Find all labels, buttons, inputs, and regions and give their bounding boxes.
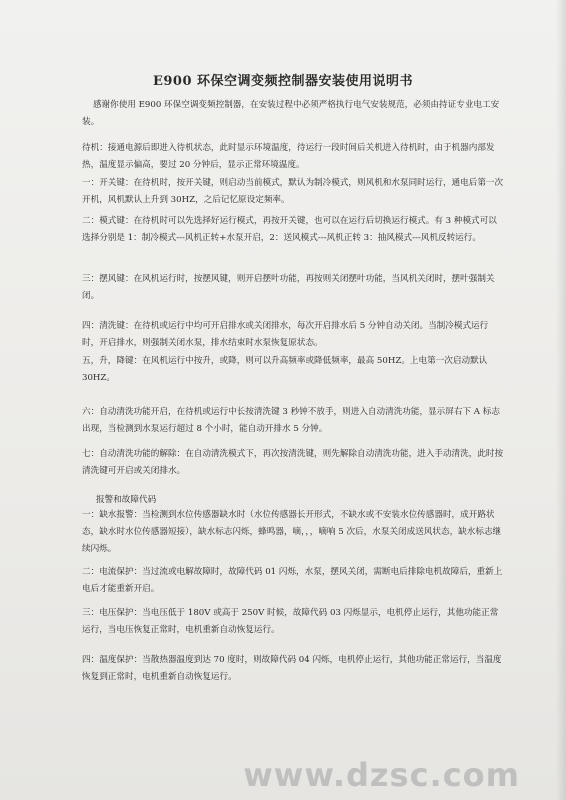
document-title: E900 环保空调变频控制器安装使用说明书 — [152, 74, 414, 89]
alarm-current-paragraph: 二：电流保护：当过流或电解故障时，故障代码 01 闪烁，水泵，摆风关闭，需断电后排除电机故障后，重新上电后才能重新开启。 — [82, 567, 503, 594]
mode-key-paragraph: 二：模式键：在待机时可以先选择好运行模式，再按开关键，也可以在运行后切换运行模式。有 3 种模式可以选择分别是 1：制冷模式---风机正转+水泵开启，2：送风模式---风机正转 3：抽风模式---风机反转运行。 — [82, 216, 497, 243]
swing-key-paragraph: 三：摆风键：在风机运行时，按摆风键，则开启摆叶功能，再按则关闭摆叶功能，当风机关闭时，摆叶强制关闭。 — [82, 274, 495, 301]
auto-clean-off-paragraph: 七：自动清洗功能的解除：在自动清洗模式下，再次按清洗键，则先解除自动清洗功能，进入手动清洗，此时按清洗键可开启或关闭排水。 — [82, 449, 504, 476]
standby-paragraph: 待机：接通电源后即进入待机状态，此时显示环境温度，待运行一段时间后关机进入待机时，由于机器内部发热，温度显示偏高，要过 20 分钟后，显示正常环境温度。 — [82, 143, 495, 170]
power-key-paragraph: 一：开关键：在待机时，按开关键，则启动当前模式，默认为制冷模式，则风机和水泵同时运行，通电后第一次开机，风机默认上升到 30HZ，之后记忆原设定频率。 — [82, 178, 504, 205]
alarm-temp-paragraph: 四：温度保护：当散热器温度到达 70 度时，则故障代码 04 闪烁，电机停止运行，其他功能正常运行，当温度恢复到正常时，电机重新自动恢复运行。 — [82, 655, 502, 682]
clean-key-paragraph: 四：清洗键：在待机或运行中均可开启排水或关闭排水，每次开启排水后 5 分钟自动关闭。当制冷模式运行时，开启排水，则强制关闭水泵，排水结束时水泵恢复原状态。 — [82, 321, 489, 348]
page-edge-shadow — [556, 0, 566, 800]
auto-clean-paragraph: 六：自动清洗功能开启，在待机或运行中长按清洗键 3 秒钟不放手，则进入自动清洗功能，显示屏右下 A 标志出现，当检测到水泵运行超过 8 个小时，能自动开排水 5 分钟。 — [82, 407, 500, 434]
site-watermark: www.dzsc.com — [243, 756, 520, 794]
alarm-water-paragraph: 一：缺水报警：当检测到水位传感器缺水时（水位传感器长开形式，不缺水或不安装水位传感器时，成开路状态，缺水时水位传感器短接），缺水标志闪烁，蜂鸣器，嘀，，，嘀响 5 次后，水泵关闭成送风状态，缺水标志继续闪烁。 — [82, 510, 502, 554]
alarm-voltage-paragraph: 三：电压保护：当电压低于 180V 或高于 250V 时候，故障代码 03 闪烁显示，电机停止运行，其他功能正常运行，当电压恢复正常时，电机重新自动恢复运行。 — [82, 608, 499, 635]
alarm-heading: 报警和故障代码 — [96, 495, 157, 505]
speed-key-paragraph: 五，升，降键：在风机运行中按升，或降，则可以升高频率或降低频率，最高 50HZ。上电第一次启动默认 30HZ。 — [82, 356, 490, 383]
intro-paragraph: 感谢你使用 E900 环保空调变频控制器，在安装过程中必须严格执行电气安装规范，必须由持证专业电工安装。 — [82, 100, 500, 127]
